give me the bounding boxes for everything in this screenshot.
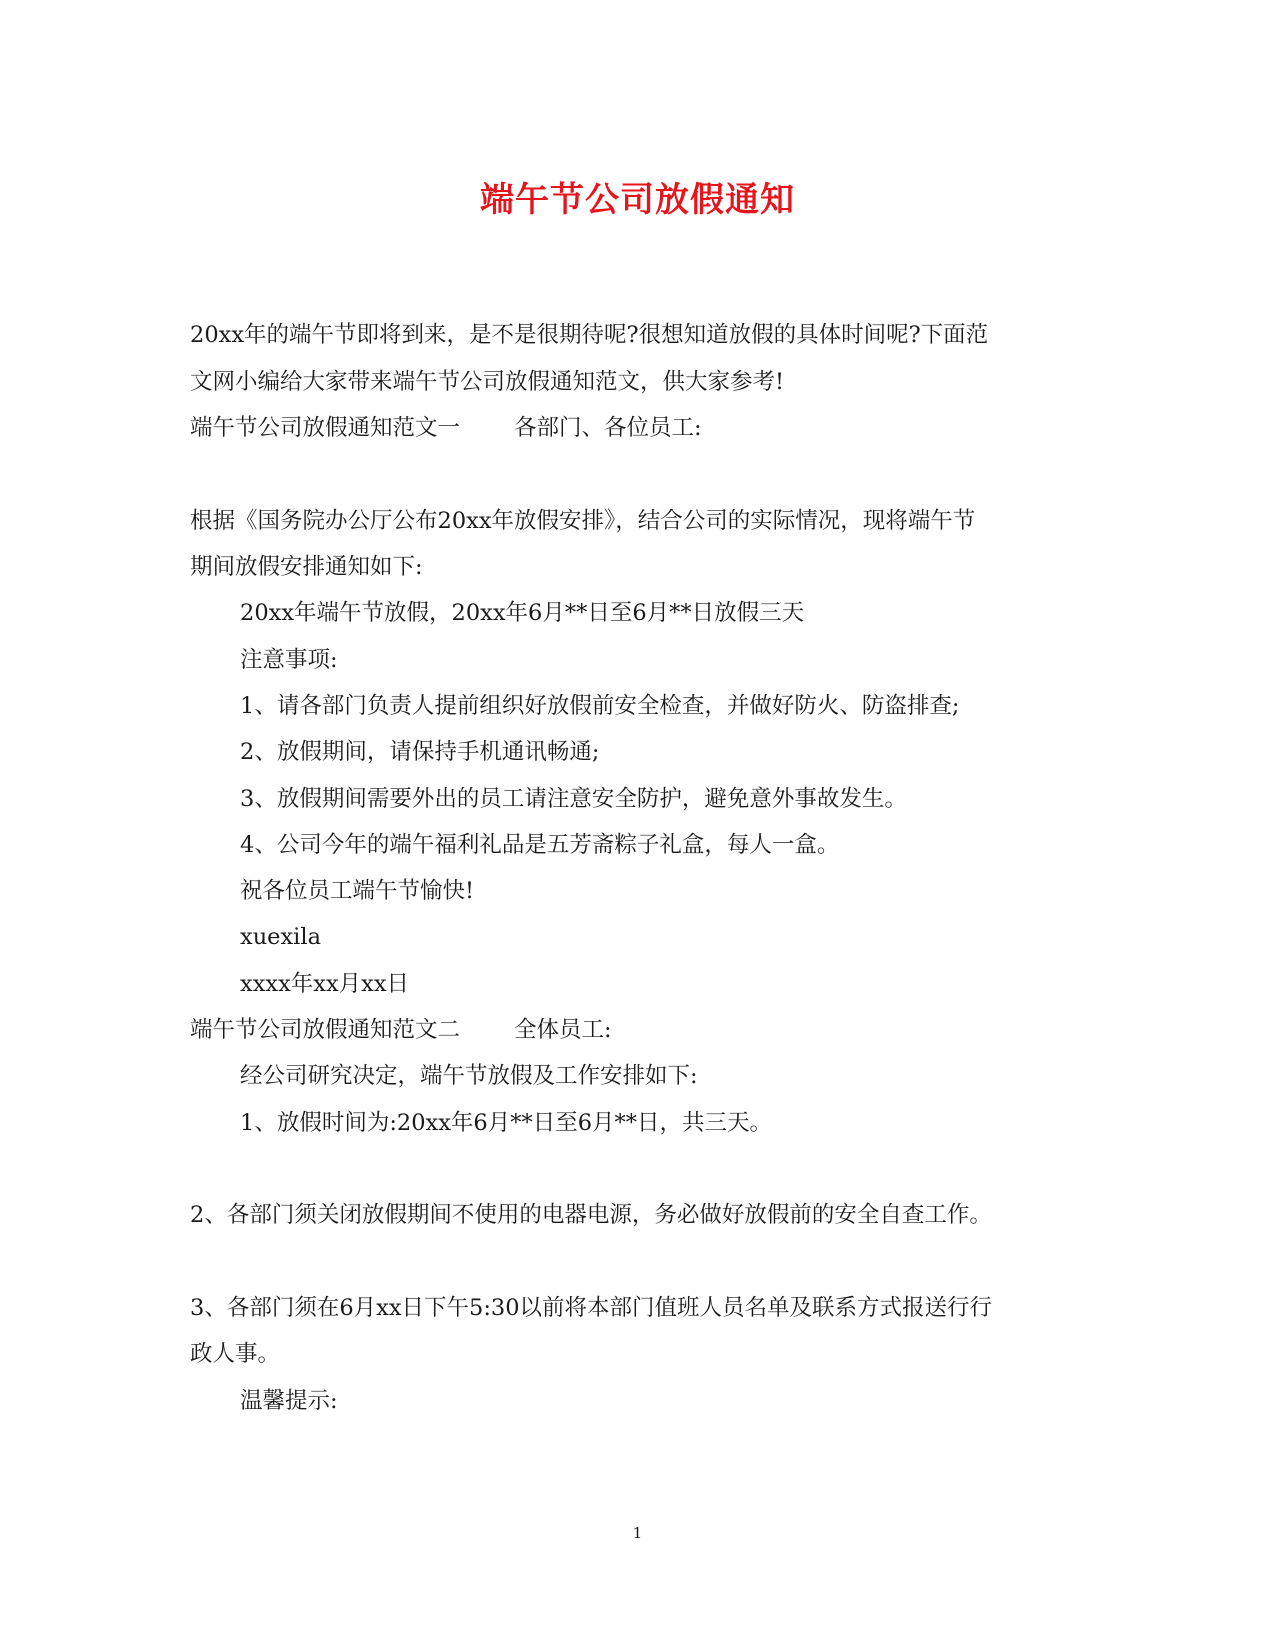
intro-line-1: 20xx年的端午节即将到来，是不是很期待呢?很想知道放假的具体时间呢?下面范 xyxy=(190,322,989,348)
list-item: 4、公司今年的端午福利礼品是五芳斋粽子礼盒，每人一盒。 xyxy=(240,832,840,858)
notes-heading: 注意事项: xyxy=(240,647,338,673)
body-line: 根据《国务院办公厅公布20xx年放假安排》，结合公司的实际情况，现将端午节 xyxy=(190,508,976,534)
list-item: 3、放假期间需要外出的员工请注意安全防护，避免意外事故发生。 xyxy=(240,786,907,812)
salutation-2: 全体员工: xyxy=(514,1017,612,1043)
section-heading-1 xyxy=(190,413,702,443)
section-title-1: 端午节公司放假通知范文一 xyxy=(190,415,461,441)
tips-heading: 温馨提示: xyxy=(240,1388,338,1414)
list-item-continued: 政人事。 xyxy=(190,1341,281,1367)
greeting: 祝各位员工端午节愉快! xyxy=(240,878,475,904)
page-title: 端午节公司放假通知 xyxy=(480,180,795,220)
date-line: xxxx年xx月xx日 xyxy=(240,971,410,997)
signature: xuexila xyxy=(240,924,321,950)
list-item: 2、各部门须关闭放假期间不使用的电器电源，务必做好放假前的安全自查工作。 xyxy=(190,1202,992,1228)
body-line: 期间放假安排通知如下: xyxy=(190,554,423,580)
list-item: 3、各部门须在6月xx日下午5:30以前将本部门值班人员名单及联系方式报送行行 xyxy=(190,1295,993,1321)
page-number: 1 xyxy=(632,1524,643,1542)
body-line: 经公司研究决定，端午节放假及工作安排如下: xyxy=(240,1063,698,1089)
section-title-2: 端午节公司放假通知范文二 xyxy=(190,1017,461,1043)
body-line: 20xx年端午节放假，20xx年6月**日至6月**日放假三天 xyxy=(240,600,805,626)
salutation-1: 各部门、各位员工: xyxy=(514,415,702,441)
intro-line-2: 文网小编给大家带来端午节公司放假通知范文，供大家参考! xyxy=(190,369,785,395)
list-item: 1、放假时间为:20xx年6月**日至6月**日，共三天。 xyxy=(240,1110,773,1136)
section-heading-2 xyxy=(190,1015,612,1045)
list-item: 1、请各部门负责人提前组织好放假前安全检查，并做好防火、防盗排查; xyxy=(240,693,960,719)
list-item: 2、放假期间，请保持手机通讯畅通; xyxy=(240,739,600,765)
